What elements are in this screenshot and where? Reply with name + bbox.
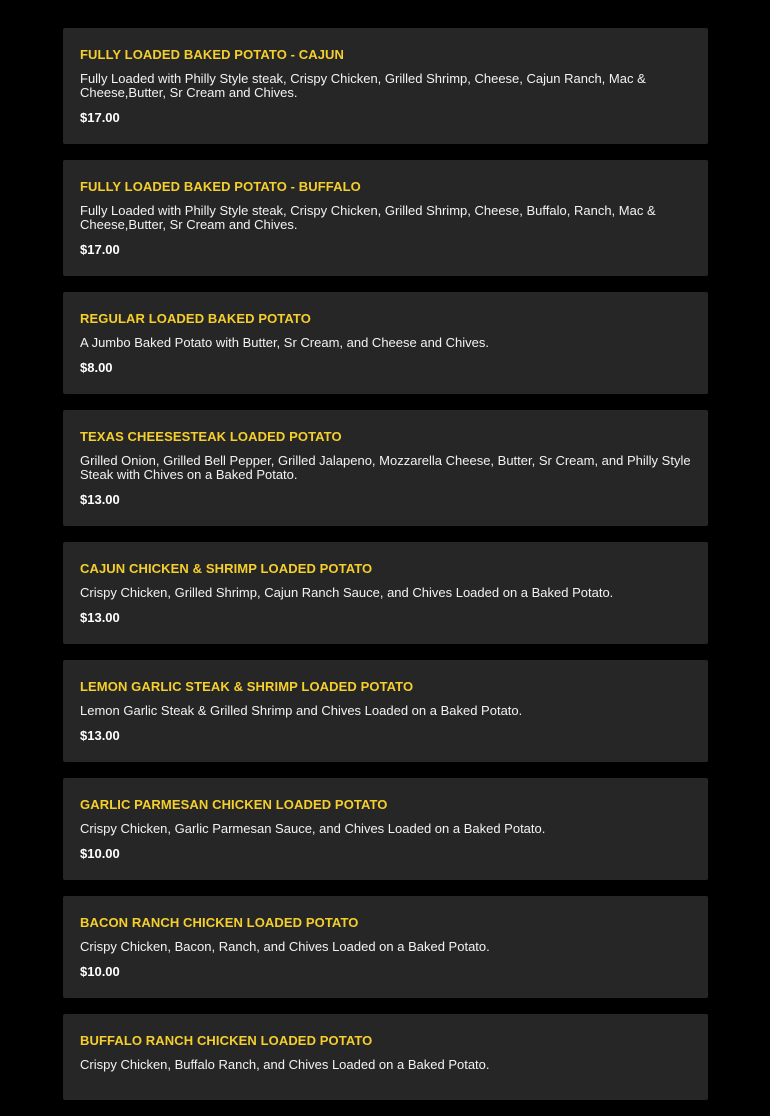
menu-item-title: FULLY LOADED BAKED POTATO - CAJUN bbox=[80, 47, 345, 62]
menu-item-title: TEXAS CHEESESTEAK LOADED POTATO bbox=[80, 429, 342, 444]
menu-item-card[interactable] bbox=[63, 778, 708, 880]
menu-item-card[interactable] bbox=[63, 896, 708, 998]
menu-item-title: BACON RANCH CHICKEN LOADED POTATO bbox=[80, 915, 359, 930]
menu-item-card[interactable] bbox=[63, 542, 708, 644]
menu-item-title: GARLIC PARMESAN CHICKEN LOADED POTATO bbox=[80, 797, 388, 812]
menu-item-description: Crispy Chicken, Buffalo Ranch, and Chives Loaded on a Baked Potato. bbox=[80, 1057, 490, 1072]
menu-item-description: Fully Loaded with Philly Style steak, Crispy Chicken, Grilled Shrimp, Cheese, Buffalo, Ranch, Mac & Cheese,Butter, Sr Cream and Chives. bbox=[80, 203, 656, 232]
menu-item-title: REGULAR LOADED BAKED POTATO bbox=[80, 311, 311, 326]
menu-item-price: $13.00 bbox=[80, 728, 120, 743]
menu-item-card[interactable] bbox=[63, 292, 708, 394]
menu-item-price: $10.00 bbox=[80, 846, 120, 861]
menu-item-price: $13.00 bbox=[80, 492, 120, 507]
menu-item-description: Grilled Onion, Grilled Bell Pepper, Grilled Jalapeno, Mozzarella Cheese, Butter, Sr Cream, and Philly Style Steak with Chives on a Baked Potato. bbox=[80, 453, 691, 482]
menu-item-price: $13.00 bbox=[80, 610, 120, 625]
menu-item-card[interactable] bbox=[63, 160, 708, 276]
menu-item-description: Crispy Chicken, Garlic Parmesan Sauce, and Chives Loaded on a Baked Potato. bbox=[80, 821, 546, 836]
menu-item-list bbox=[63, 28, 708, 1116]
menu-item-description: Crispy Chicken, Grilled Shrimp, Cajun Ranch Sauce, and Chives Loaded on a Baked Potato. bbox=[80, 585, 614, 600]
menu-item-title: LEMON GARLIC STEAK & SHRIMP LOADED POTATO bbox=[80, 679, 414, 694]
menu-item-card[interactable] bbox=[63, 660, 708, 762]
menu-item-price: $8.00 bbox=[80, 360, 113, 375]
menu-item-description: Lemon Garlic Steak & Grilled Shrimp and Chives Loaded on a Baked Potato. bbox=[80, 703, 523, 718]
menu-item-description: A Jumbo Baked Potato with Butter, Sr Cream, and Cheese and Chives. bbox=[80, 335, 489, 350]
menu-item-description: Crispy Chicken, Bacon, Ranch, and Chives Loaded on a Baked Potato. bbox=[80, 939, 490, 954]
menu-item-title: CAJUN CHICKEN & SHRIMP LOADED POTATO bbox=[80, 561, 373, 576]
menu-item-card[interactable] bbox=[63, 1014, 708, 1100]
menu-item-card[interactable] bbox=[63, 410, 708, 526]
menu-item-price: $17.00 bbox=[80, 242, 120, 257]
menu-item-price: $17.00 bbox=[80, 110, 120, 125]
menu-item-title: FULLY LOADED BAKED POTATO - BUFFALO bbox=[80, 179, 361, 194]
menu-item-description: Fully Loaded with Philly Style steak, Crispy Chicken, Grilled Shrimp, Cheese, Cajun Ranch, Mac & Cheese,Butter, Sr Cream and Chives. bbox=[80, 71, 646, 100]
menu-item-card[interactable] bbox=[63, 28, 708, 144]
menu-item-title: BUFFALO RANCH CHICKEN LOADED POTATO bbox=[80, 1033, 373, 1048]
menu-item-price: $10.00 bbox=[80, 964, 120, 979]
